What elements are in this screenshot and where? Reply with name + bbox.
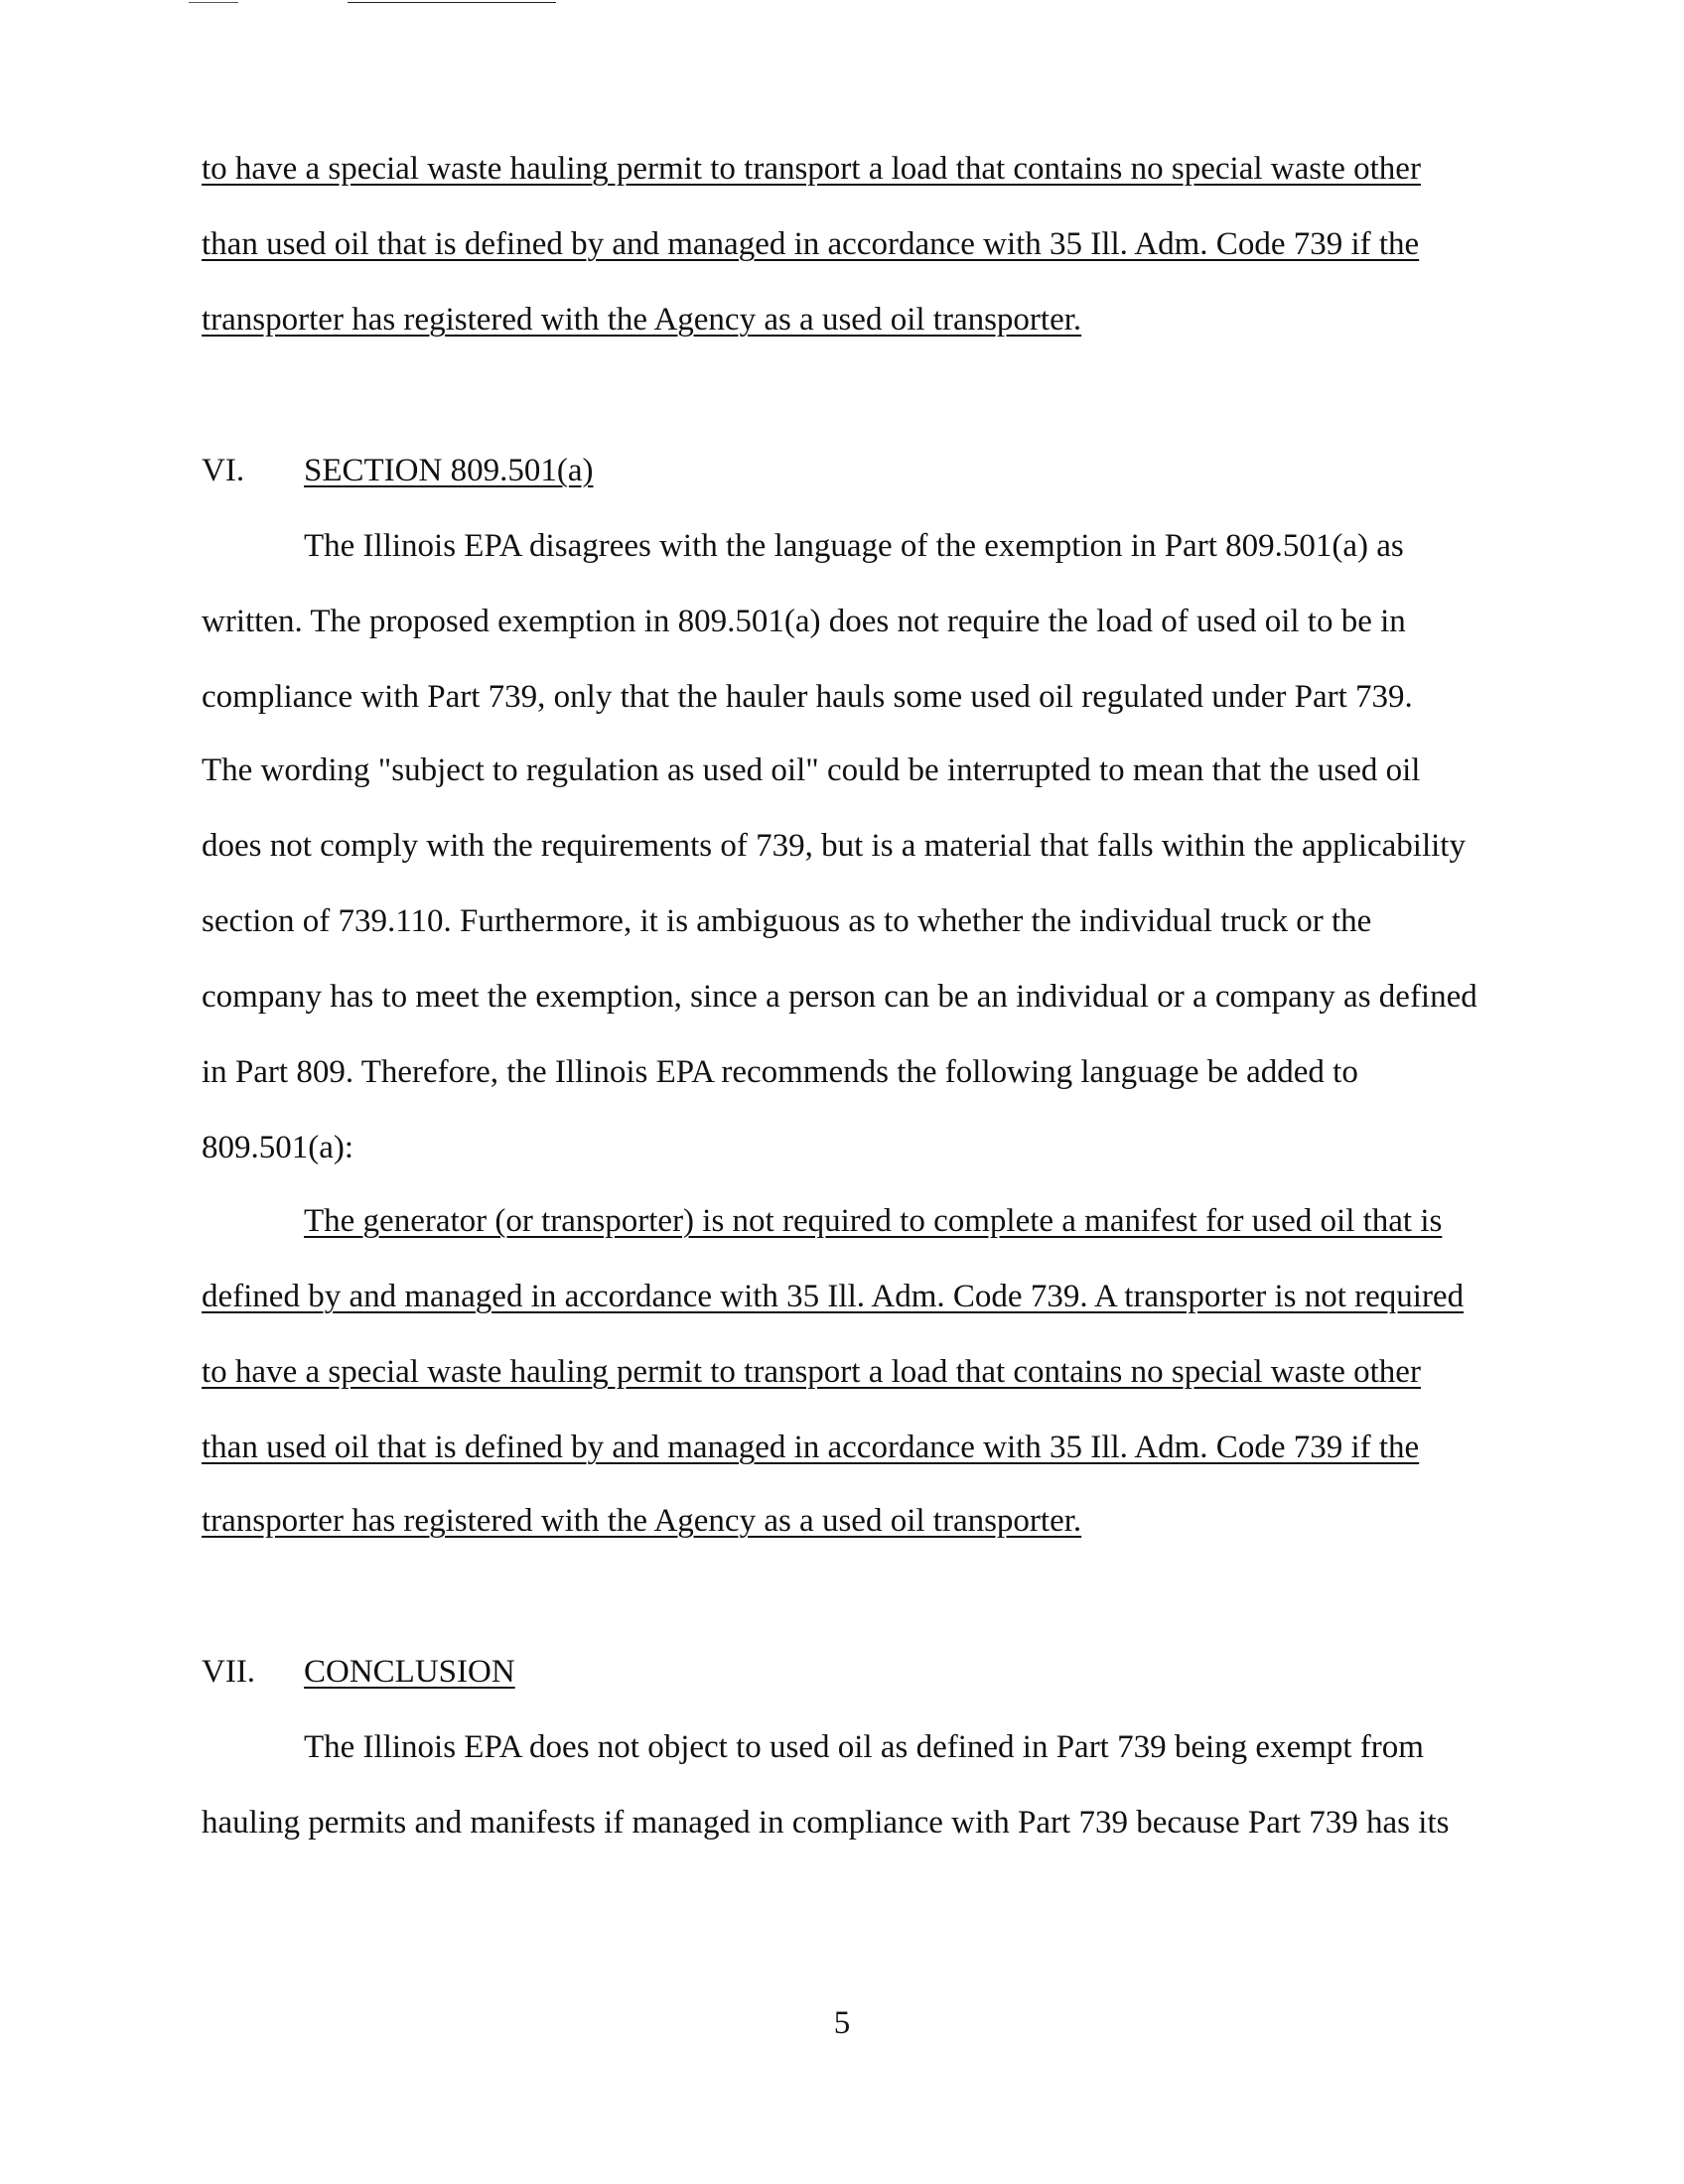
section-vii-paragraph-line: The Illinois EPA does not object to used oil as defined in Part 739 being exempt from (304, 1729, 1424, 1765)
section-vi-paragraph-line: written. The proposed exemption in 809.501(a) does not require the load of used oil to be in (202, 604, 1406, 639)
section-vii-title: CONCLUSION (304, 1654, 515, 1690)
continued-quote-line: than used oil that is defined by and managed in accordance with 35 Ill. Adm. Code 739 if the (202, 226, 1420, 262)
section-vi-title: SECTION 809.501(a) (304, 453, 594, 488)
proposed-language-line: than used oil that is defined by and managed in accordance with 35 Ill. Adm. Code 739 if the (202, 1430, 1420, 1465)
section-vii-number: VII. (202, 1654, 256, 1690)
scan-artifact-left (189, 2, 238, 3)
section-vi-paragraph-line: compliance with Part 739, only that the hauler hauls some used oil regulated under Part 739. (202, 679, 1413, 715)
section-vi-paragraph-line: The wording "subject to regulation as used oil" could be interrupted to mean that the used oil (202, 752, 1421, 788)
continued-quote-line: transporter has registered with the Agency as a used oil transporter. (202, 302, 1082, 338)
section-vi-paragraph-line: section of 739.110. Furthermore, it is ambiguous as to whether the individual truck or the (202, 903, 1372, 939)
proposed-language-line: defined by and managed in accordance with 35 Ill. Adm. Code 739. A transporter is not required (202, 1279, 1465, 1314)
section-vi-paragraph-line: does not comply with the requirements of 739, but is a material that falls within the applicability (202, 828, 1466, 864)
section-vi-paragraph-line: in Part 809. Therefore, the Illinois EPA recommends the following language be added to (202, 1054, 1358, 1090)
page-number: 5 (833, 2005, 851, 2041)
section-vi-paragraph-line: 809.501(a): (202, 1130, 354, 1165)
proposed-language-line: to have a special waste hauling permit to transport a load that contains no special waste other (202, 1354, 1421, 1390)
scan-artifact-right (348, 2, 556, 3)
proposed-language-line: The generator (or transporter) is not required to complete a manifest for used oil that is (304, 1203, 1443, 1239)
continued-quote-line: to have a special waste hauling permit to transport a load that contains no special waste other (202, 151, 1421, 187)
section-vi-paragraph-line: company has to meet the exemption, since a person can be an individual or a company as defined (202, 979, 1477, 1015)
section-vi-number: VI. (202, 453, 245, 488)
proposed-language-line: transporter has registered with the Agency as a used oil transporter. (202, 1503, 1082, 1539)
section-vii-paragraph-line: hauling permits and manifests if managed in compliance with Part 739 because Part 739 has its (202, 1805, 1450, 1841)
section-vi-paragraph-line: The Illinois EPA disagrees with the language of the exemption in Part 809.501(a) as (304, 528, 1404, 564)
